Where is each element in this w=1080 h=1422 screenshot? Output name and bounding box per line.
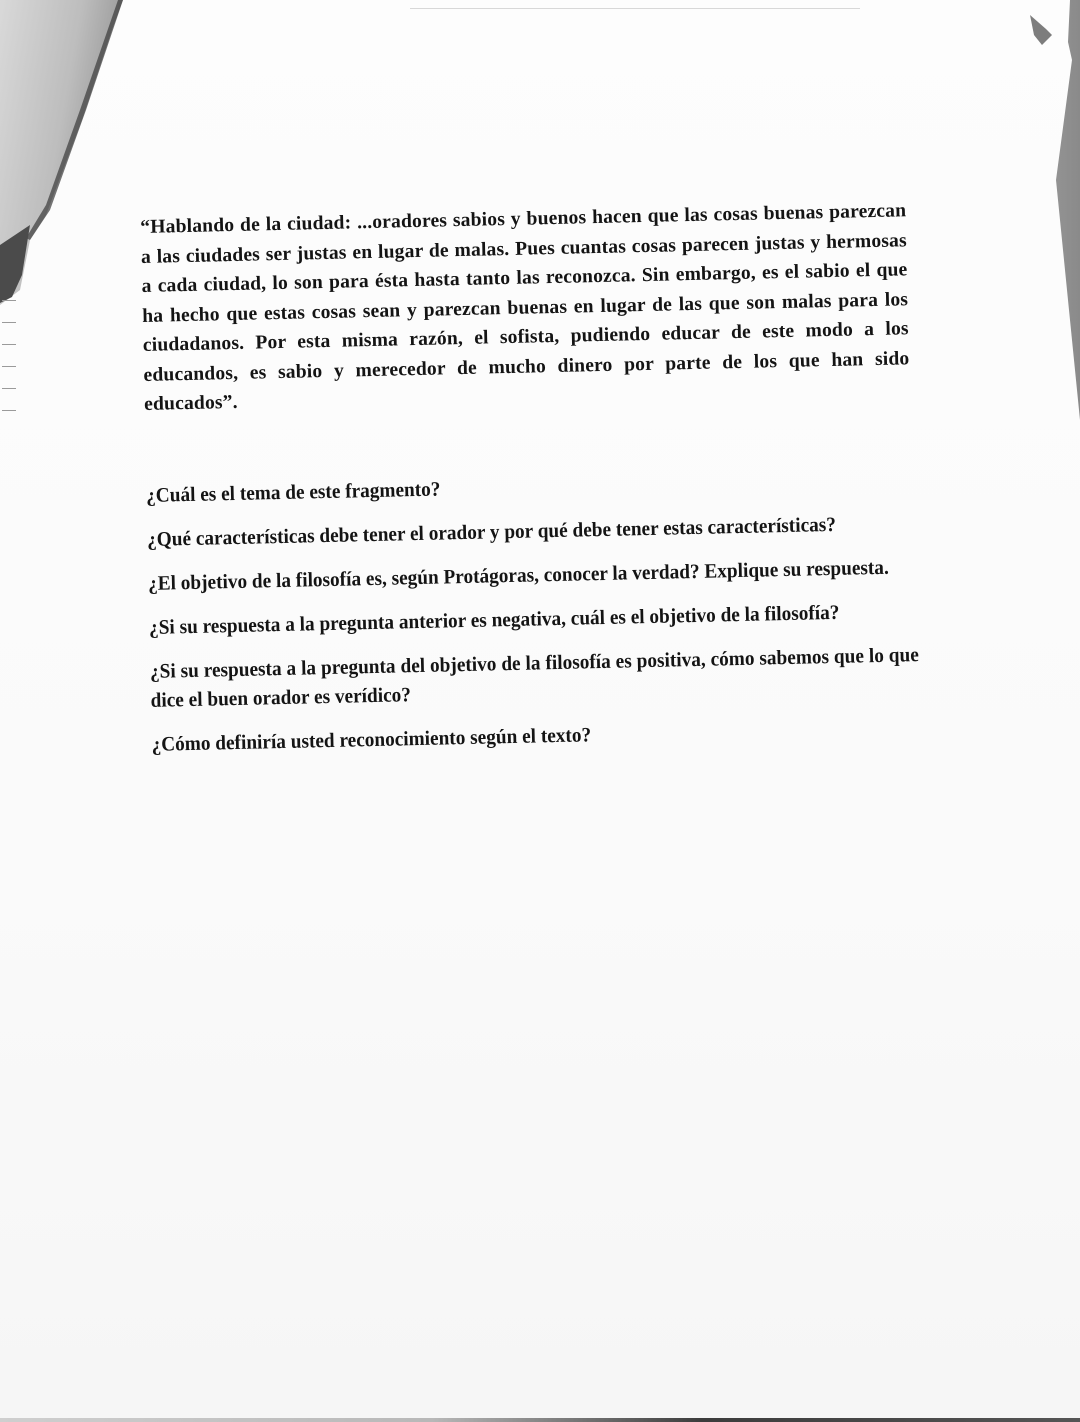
right-edge-shadow	[1030, 0, 1080, 1422]
question-item: ¿Si su respuesta a la pregunta anterior es negativa, cuál es el objetivo de la filosofía?	[148, 601, 840, 639]
bottom-edge-strip	[0, 1418, 1080, 1422]
right-corner-tab	[1030, 15, 1052, 45]
quote-paragraph: “Hablando de la ciudad: ...oradores sabios y buenos hacen que las cosas buenas parezcan a las ciudades ser justas en lugar de malas. Pues cuantas cosas parecen justas y hermosas a cada ciudad, lo son para ésta hasta tanto las reconozca. Sin embargo, es el sabio el que ha hecho que estas cosas sean y parezcan buenas en lugar de las que son malas para los ciudadanos. Por esta misma razón, el sofista, pudiendo educar de este modo a los educandos, es sabio y merecedor de mucho dinero por parte de los que han sido educados”.	[140, 200, 910, 415]
question-item: ¿El objetivo de la filosofía es, según Protágoras, conocer la verdad? Explique su respuesta.	[147, 556, 889, 595]
tick-mark	[2, 322, 16, 323]
document-content	[140, 196, 918, 775]
margin-tick-marks	[2, 300, 16, 440]
question-item: ¿Si su respuesta a la pregunta del objetivo de la filosofía es positiva, cómo sabemos que lo que dice el buen orador es verídico?	[149, 643, 919, 712]
tick-mark	[2, 366, 16, 367]
tick-mark	[2, 388, 16, 389]
tick-mark	[2, 344, 16, 345]
question-item: ¿Qué características debe tener el orador y por qué debe tener estas características?	[146, 513, 837, 551]
tick-mark	[2, 300, 16, 301]
question-item: ¿Cómo definiría usted reconocimiento según el texto?	[151, 723, 592, 756]
top-edge-marks	[410, 2, 860, 9]
tick-mark	[2, 410, 16, 411]
question-list	[146, 465, 922, 760]
question-item: ¿Cuál es el tema de este fragmento?	[145, 478, 441, 507]
